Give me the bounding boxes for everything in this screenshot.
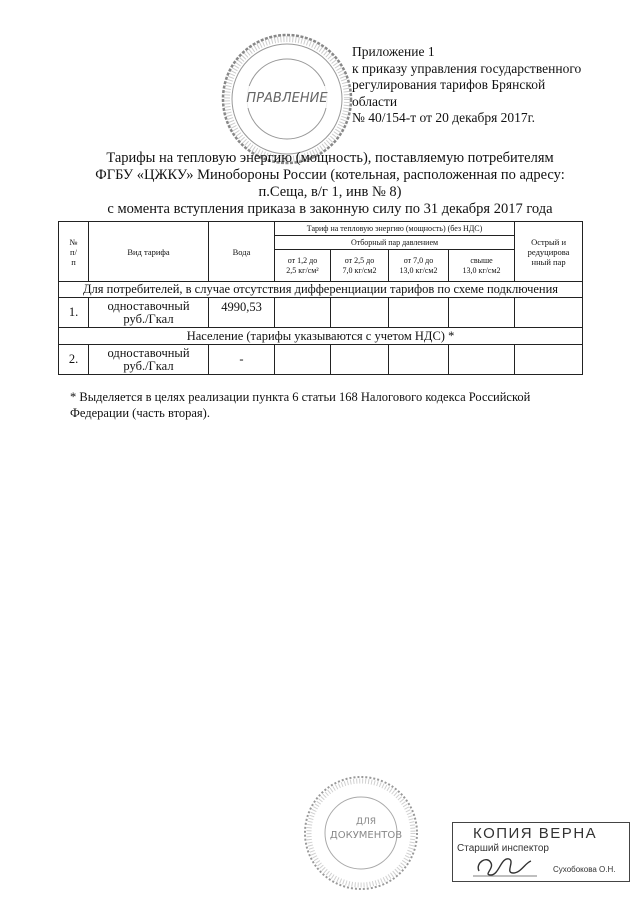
copy-stamp-name: Сухобокова О.Н.	[553, 865, 616, 874]
row-num: 2.	[59, 345, 89, 375]
handwritten-signature	[469, 849, 539, 879]
row-water-value: 4990,53	[209, 298, 275, 328]
title-line: ФГБУ «ЦЖКУ» Минобороны России (котельная, расположенная по адресу:	[95, 167, 565, 183]
row-cell	[331, 298, 389, 328]
official-seal-top	[218, 30, 356, 168]
tariffs-table	[58, 221, 583, 375]
title-line: п.Сеща, в/г 1, инв № 8)	[258, 184, 402, 200]
table-section-row	[59, 328, 583, 345]
row-cell	[449, 298, 515, 328]
table-header-row	[59, 222, 583, 236]
table-section-row	[59, 282, 583, 298]
header-pressure-4: свыше 13,0 кг/см2	[449, 250, 515, 282]
header-num: № п/ п	[59, 222, 89, 282]
seal-bottom-text: ДОКУМЕНТОВ	[329, 830, 403, 841]
header-tariff-type: Вид тарифа	[89, 222, 209, 282]
row-cell	[515, 345, 583, 375]
copy-stamp-role: Старший инспектор	[457, 843, 549, 854]
row-water-value: -	[209, 345, 275, 375]
footnote-line: * Выделяется в целях реализации пункта 6 статьи 168 Налогового кодекса Российской	[70, 390, 531, 404]
header-steam-group: Отборный пар давлением	[275, 236, 515, 250]
header-pressure-2: от 2,5 до 7,0 кг/см2	[331, 250, 389, 282]
row-tariff-type: одноставочный руб./Гкал	[89, 345, 209, 375]
appendix-line: регулирования тарифов Брянской	[352, 77, 546, 92]
row-cell	[275, 345, 331, 375]
header-pressure-1: от 1,2 до 2,5 кг/см²	[275, 250, 331, 282]
row-cell	[449, 345, 515, 375]
header-tariff-group: Тариф на тепловую энергию (мощность) (без НДС)	[275, 222, 515, 236]
row-num: 1.	[59, 298, 89, 328]
appendix-line: области	[352, 93, 398, 109]
table-row	[59, 298, 583, 328]
seal-top-text: ПРАВЛЕНИЕ	[246, 91, 328, 106]
header-pressure-3: от 7,0 до 13,0 кг/см2	[389, 250, 449, 282]
document-title	[60, 150, 600, 218]
footnote	[70, 389, 590, 421]
copy-certified-stamp	[452, 822, 630, 882]
table-row	[59, 345, 583, 375]
copy-stamp-title: КОПИЯ ВЕРНА	[473, 825, 598, 842]
header-sharp-steam: Острый и редуцирова нный пар	[515, 222, 583, 282]
appendix-order-number: № 40/154-т от 20 декабря 2017г.	[352, 110, 536, 125]
title-line: с момента вступления приказа в законную силу по 31 декабря 2017 года	[107, 201, 553, 217]
row-cell	[515, 298, 583, 328]
row-cell	[275, 298, 331, 328]
section-population: Население (тарифы указываются с учетом НДС) *	[59, 328, 583, 345]
header-water: Вода	[209, 222, 275, 282]
footnote-line: Федерации (часть вторая).	[70, 406, 210, 420]
row-cell	[389, 345, 449, 375]
appendix-header	[352, 44, 622, 127]
row-cell	[389, 298, 449, 328]
seal-bottom-text: ДЛЯ	[355, 817, 377, 827]
official-seal-bottom	[300, 772, 422, 894]
section-consumers: Для потребителей, в случае отсутствия дифференциации тарифов по схеме подключения	[59, 282, 583, 298]
appendix-line: к приказу управления государственного	[352, 60, 582, 76]
row-tariff-type: одноставочный руб./Гкал	[89, 298, 209, 328]
title-line: Тарифы на тепловую энергию (мощность), поставляемую потребителям	[106, 150, 554, 166]
appendix-line: Приложение 1	[352, 44, 435, 59]
row-cell	[331, 345, 389, 375]
